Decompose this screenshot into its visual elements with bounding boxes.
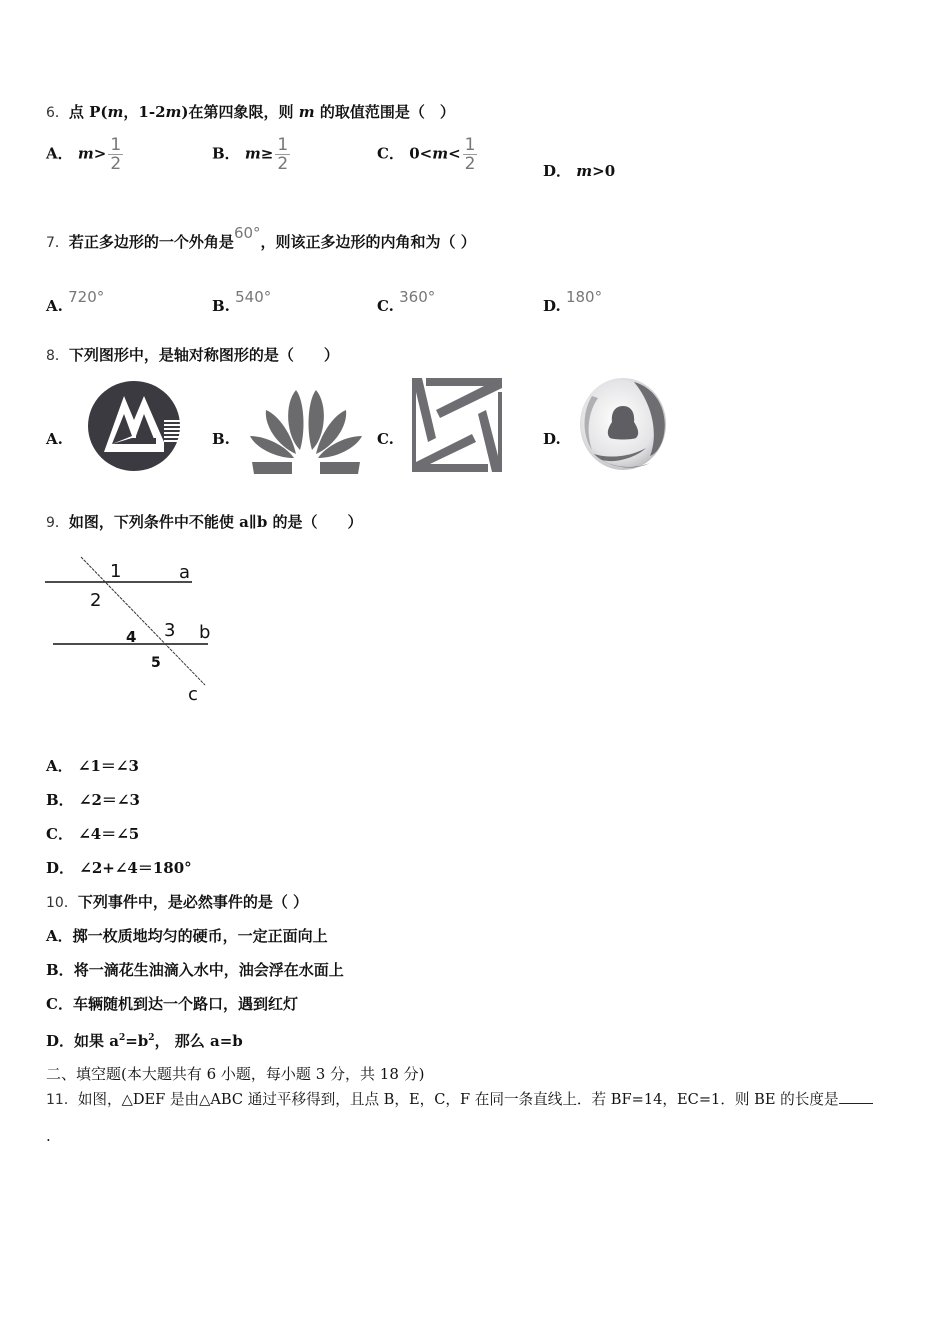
variable-m: m bbox=[298, 103, 315, 121]
option-value: 720° bbox=[68, 288, 105, 306]
q10-option-b[interactable] bbox=[46, 960, 344, 980]
stem-text: 的取值范围是（ ） bbox=[314, 103, 455, 121]
q10-option-c[interactable] bbox=[46, 994, 298, 1014]
section-title-fill-in: 二、填空题(本大题共有 6 小题，每小题 3 分，共 18 分) bbox=[46, 1065, 425, 1083]
stem-text: 下列事件中，是必然事件的是（ ） bbox=[77, 893, 309, 911]
angle-label-1: 1 bbox=[110, 561, 122, 582]
q7-option-c[interactable] bbox=[377, 288, 436, 316]
option-label: B． bbox=[46, 791, 74, 809]
fraction-numerator: 1 bbox=[277, 135, 289, 155]
square-pinwheel-logo-icon[interactable] bbox=[412, 378, 502, 472]
penguin-circle-logo-icon[interactable] bbox=[578, 376, 668, 472]
q10-option-d[interactable] bbox=[46, 1028, 243, 1051]
option-label: A． bbox=[46, 927, 73, 945]
option-text: ∠2+∠4＝180° bbox=[79, 859, 192, 877]
question-number: 7． bbox=[46, 235, 69, 251]
stem-text: ，则该正多边形的内角和为（ ） bbox=[260, 233, 476, 251]
variable-m: m bbox=[244, 144, 261, 163]
q7-option-a[interactable] bbox=[46, 288, 105, 316]
option-label: B. bbox=[212, 297, 230, 315]
variable-m: m bbox=[576, 162, 593, 180]
option-label: B． bbox=[212, 144, 240, 163]
stem-text: 如图，下列条件中不能使 bbox=[68, 513, 240, 531]
option-label: A. bbox=[46, 297, 63, 315]
question-7-stem bbox=[46, 224, 476, 253]
parallel-lines-figure bbox=[40, 550, 230, 710]
line-label-b: b bbox=[199, 622, 211, 643]
relation: ≥ bbox=[260, 144, 274, 163]
option-label: C． bbox=[46, 995, 73, 1013]
superscript: 2 bbox=[148, 1033, 155, 1043]
petal-fan-logo-icon[interactable] bbox=[248, 386, 364, 474]
point-text: ，1-2 bbox=[123, 103, 166, 121]
q9-option-a[interactable] bbox=[46, 756, 139, 776]
fraction-denominator: 2 bbox=[464, 154, 476, 174]
variable-m: m bbox=[165, 103, 182, 121]
q7-option-b[interactable] bbox=[212, 288, 272, 316]
stem-text: 若正多边形的一个外角是 bbox=[68, 233, 234, 251]
option-text: ∠4＝∠5 bbox=[78, 825, 140, 843]
q10-option-a[interactable] bbox=[46, 926, 328, 946]
question-number: 9． bbox=[46, 515, 69, 531]
option-label: D. bbox=[543, 297, 561, 315]
angle-value: 60° bbox=[233, 224, 261, 242]
variable-m: m bbox=[107, 103, 124, 121]
stem-text: 的是（ ） bbox=[267, 513, 363, 531]
option-label: C. bbox=[377, 297, 394, 315]
option-label: B． bbox=[46, 961, 74, 979]
q8-option-c-label[interactable]: C. bbox=[377, 430, 394, 448]
angle-label-2: 2 bbox=[90, 590, 102, 611]
option-text: 如果 a bbox=[74, 1032, 119, 1050]
option-text: ， 那么 a=b bbox=[154, 1032, 243, 1050]
question-number: 10． bbox=[46, 895, 78, 911]
question-number: 8． bbox=[46, 348, 69, 364]
q9-option-c[interactable] bbox=[46, 824, 139, 844]
fraction-one-half bbox=[275, 136, 290, 173]
question-number: 11． bbox=[46, 1092, 78, 1108]
line-label-c: c bbox=[188, 684, 198, 705]
question-9-stem bbox=[46, 512, 363, 533]
relation: 0< bbox=[409, 144, 433, 163]
stem-text: 在第四象限，则 bbox=[188, 103, 299, 121]
q6-option-a[interactable] bbox=[46, 136, 123, 173]
q8-option-b-label[interactable]: B. bbox=[212, 430, 230, 448]
q9-option-b[interactable] bbox=[46, 790, 140, 810]
question-11-stem bbox=[46, 1089, 873, 1110]
option-label: D． bbox=[46, 859, 75, 877]
relation: >0 bbox=[592, 162, 616, 180]
q8-option-d-label[interactable]: D. bbox=[543, 430, 561, 448]
variable-m: m bbox=[77, 144, 94, 163]
angle-label-4: 4 bbox=[126, 628, 137, 646]
question-6-stem bbox=[46, 102, 455, 123]
fraction-denominator: 2 bbox=[110, 154, 122, 174]
q6-option-d[interactable] bbox=[543, 161, 615, 181]
option-label: C． bbox=[377, 144, 404, 163]
question-11-tail: . bbox=[46, 1127, 51, 1145]
option-value: 540° bbox=[235, 288, 272, 306]
stem-text: 下列图形中，是轴对称图形的是（ ） bbox=[68, 346, 339, 364]
fraction-one-half bbox=[108, 136, 123, 173]
option-text: 车辆随机到达一个路口，遇到红灯 bbox=[72, 995, 298, 1013]
option-text: =b bbox=[125, 1032, 149, 1050]
option-text: 将一滴花生油滴入水中，油会浮在水面上 bbox=[73, 961, 344, 979]
stem-text: 如图，△DEF 是由△ABC 通过平移得到，且点 B，E，C，F 在同一条直线上．若 BF=14，EC=1．则 BE 的长度是 bbox=[77, 1091, 839, 1108]
stem-text: 点 bbox=[68, 103, 90, 121]
option-label: C． bbox=[46, 825, 73, 843]
q6-option-b[interactable] bbox=[212, 136, 290, 173]
superscript: 2 bbox=[118, 1033, 126, 1043]
option-label: D． bbox=[543, 162, 572, 180]
option-text: ∠2＝∠3 bbox=[78, 791, 140, 809]
angle-label-3: 3 bbox=[164, 620, 176, 641]
fraction-numerator: 1 bbox=[110, 135, 122, 155]
line-label-a: a bbox=[179, 562, 191, 583]
option-label: D． bbox=[46, 1032, 75, 1050]
option-text: 掷一枚质地均匀的硬币，一定正面向上 bbox=[72, 927, 328, 945]
fraction-numerator: 1 bbox=[464, 135, 476, 155]
q7-option-d[interactable] bbox=[543, 288, 603, 316]
option-label: A． bbox=[46, 144, 73, 163]
option-value: 360° bbox=[399, 288, 436, 306]
relation: < bbox=[448, 144, 461, 163]
parallel-expression: a∥b bbox=[239, 513, 268, 531]
question-8-stem bbox=[46, 345, 339, 366]
bank-m-logo-icon[interactable] bbox=[86, 380, 184, 472]
q6-option-c[interactable] bbox=[377, 136, 477, 173]
variable-m: m bbox=[432, 144, 449, 163]
question-10-stem bbox=[46, 892, 308, 913]
answer-blank[interactable] bbox=[839, 1089, 873, 1104]
question-number: 6． bbox=[46, 105, 69, 121]
fraction-denominator: 2 bbox=[277, 154, 289, 174]
angle-label-5: 5 bbox=[151, 655, 161, 671]
option-value: 180° bbox=[565, 288, 603, 306]
fraction-one-half bbox=[463, 136, 478, 173]
q8-option-a-label[interactable]: A. bbox=[46, 430, 63, 448]
option-label: A． bbox=[46, 757, 73, 775]
point-text: ) bbox=[181, 103, 189, 121]
relation: > bbox=[93, 144, 107, 163]
point-text: P( bbox=[89, 103, 108, 121]
option-text: ∠1＝∠3 bbox=[77, 757, 139, 775]
q9-option-d[interactable] bbox=[46, 858, 192, 878]
